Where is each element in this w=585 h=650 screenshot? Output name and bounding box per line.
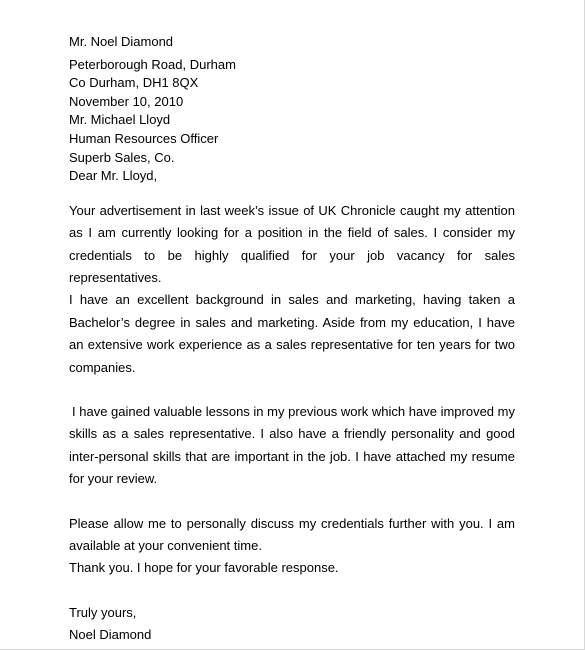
body-paragraph-4: Please allow me to personally discuss my credentials further with you. I am available at your convenient time. xyxy=(69,515,515,554)
sender-city-address: Co Durham, DH1 8QX xyxy=(69,75,199,91)
recipient-company: Superb Sales, Co. xyxy=(69,149,175,165)
body-paragraph-3: I have gained valuable lessons in my previous work which have improved my skills as a sales representative. I also have a friendly personality and good inter-personal skills that are important in the job. I have attached my resume for your review. xyxy=(69,404,515,487)
closing-phrase: Truly yours, xyxy=(69,604,137,620)
recipient-name: Mr. Michael Lloyd xyxy=(69,112,171,128)
sender-name: Mr. Noel Diamond xyxy=(69,34,174,49)
sender-street-address: Peterborough Road, Durham xyxy=(69,56,236,72)
recipient-title: Human Resources Officer xyxy=(69,130,219,146)
signature-name: Noel Diamond xyxy=(69,626,152,642)
letter-date: November 10, 2010 xyxy=(69,93,184,109)
cover-letter xyxy=(69,33,515,646)
body-paragraph-5: Thank you. I hope for your favorable response. xyxy=(69,560,339,576)
closing-block xyxy=(69,602,515,646)
salutation: Dear Mr. Lloyd, xyxy=(69,168,158,184)
body-paragraph-1: Your advertisement in last week’s issue of UK Chronicle caught my attention as I am currently looking for a position in the field of sales. I consider my credentials to be highly qualified for your job vacancy for sales representatives. xyxy=(69,202,515,285)
body-paragraph-2: I have an excellent background in sales and marketing, having taken a Bachelor’s degree in sales and marketing. Aside from my education, I have an extensive work experience as a sales representative for ten years for two companies. xyxy=(69,292,515,375)
